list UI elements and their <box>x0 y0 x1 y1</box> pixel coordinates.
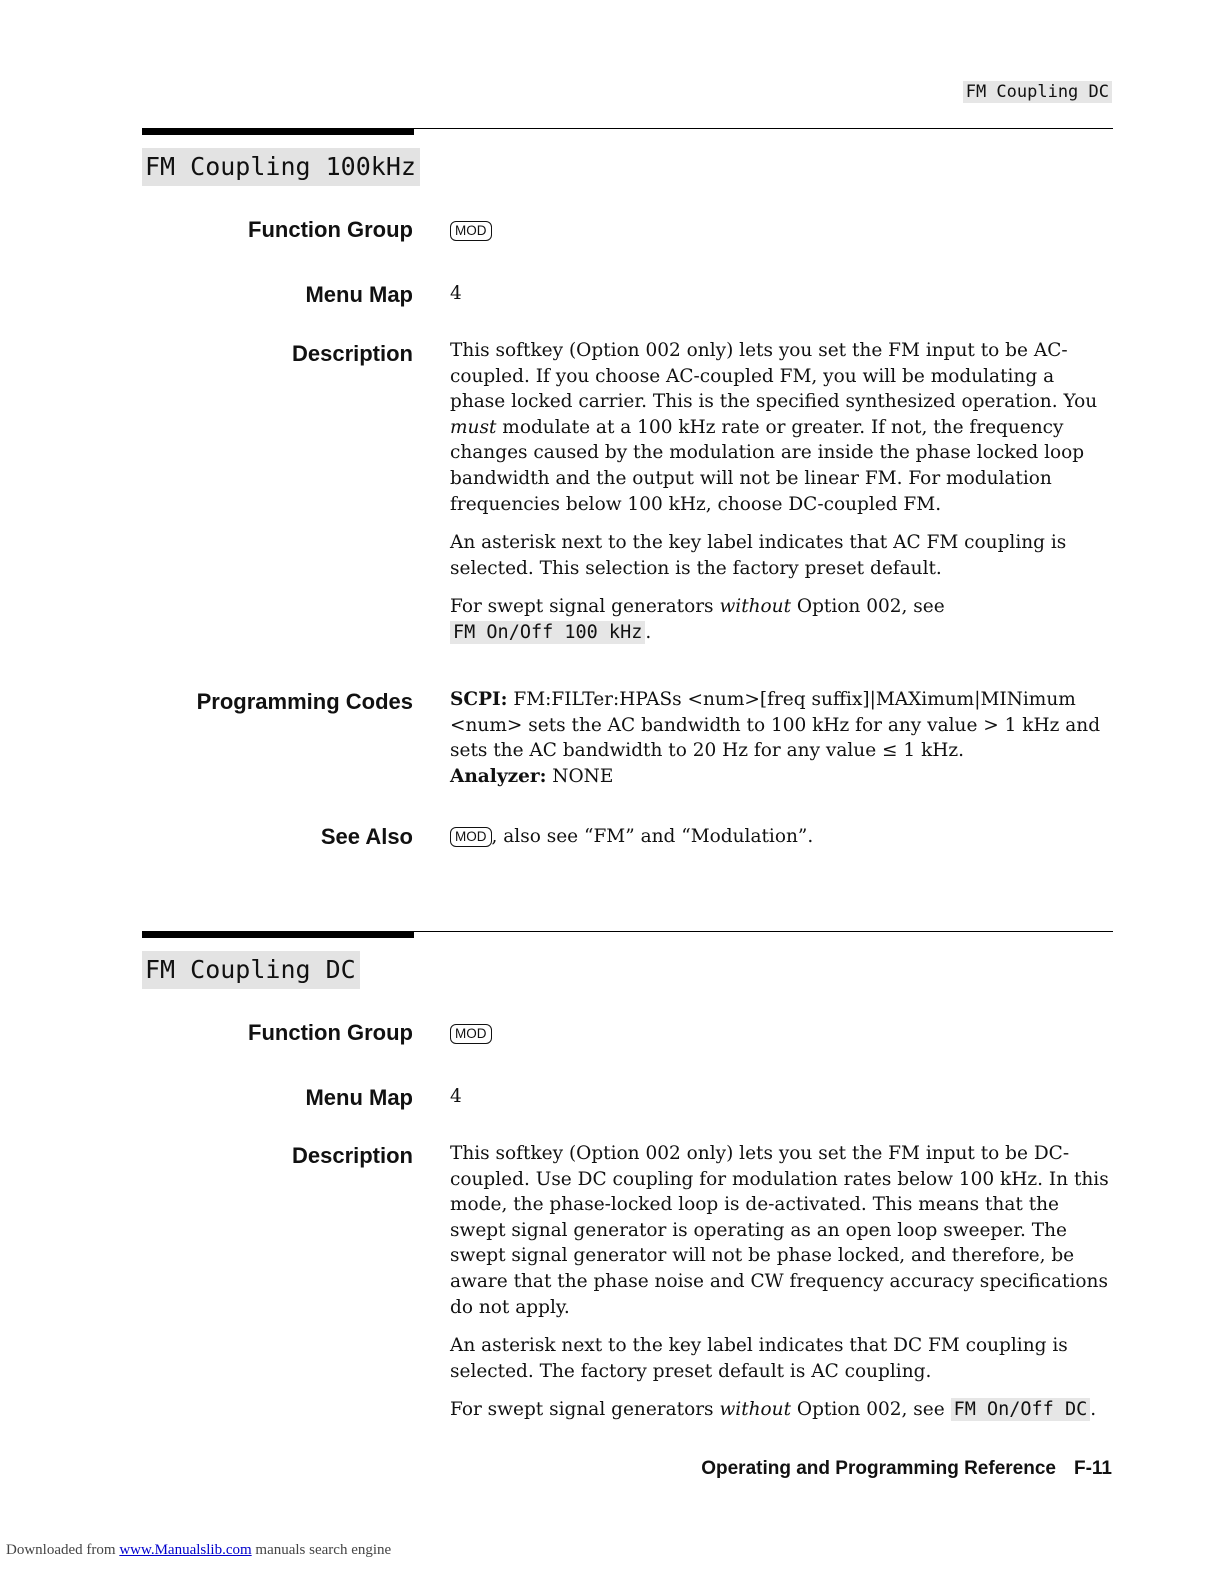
see-also-label: See Also <box>320 824 413 849</box>
section-title: FM Coupling 100kHz <box>142 148 420 186</box>
description-label: Description <box>291 1143 413 1168</box>
programming-codes-text <box>450 687 1115 789</box>
mod-key-icon: MOD <box>450 827 492 847</box>
see-also-text: MOD , also see “FM” and “Modulation”. <box>450 824 1115 850</box>
scpi-text: FM:FILTer:HPASs <num>[freq suffix]|MAXimum|MINimum <num> sets the AC bandwidth to 100 kHz for any value > 1 kHz and sets the AC bandwidth to 20 Hz for any value ≤ 1 kHz. <box>450 689 1101 762</box>
description-paragraph: An asterisk next to the key label indicates that AC FM coupling is selected. This selection is the factory preset default. <box>450 532 1067 579</box>
programming-codes-label: Programming Codes <box>196 689 413 714</box>
description-label: Description <box>291 341 413 366</box>
analyzer-label: Analyzer: <box>450 765 547 787</box>
menu-map-value: 4 <box>450 1086 462 1107</box>
footer-title: Operating and Programming Reference <box>701 1458 1056 1479</box>
scpi-label: SCPI: <box>450 689 508 710</box>
function-group-value <box>450 218 1115 244</box>
softkey-reference: FM On/Off 100 kHz <box>450 621 645 644</box>
function-group-label: Function Group <box>248 217 413 242</box>
section-rule-thick <box>142 128 414 135</box>
analyzer-text: NONE <box>546 765 614 787</box>
description-paragraph: For swept signal generators without Option 002, see FM On/Off DC . <box>450 1399 1097 1421</box>
function-group-label: Function Group <box>248 1020 413 1045</box>
softkey-reference: FM On/Off DC <box>951 1398 1091 1421</box>
section-title: FM Coupling DC <box>142 951 360 989</box>
menu-map-label: Menu Map <box>305 282 413 307</box>
manualslib-link[interactable]: www.Manualslib.com <box>119 1542 252 1558</box>
mod-key-icon: MOD <box>450 221 492 241</box>
description-paragraph: An asterisk next to the key label indicates that DC FM coupling is selected. The factory preset default is AC coupling. <box>450 1335 1068 1382</box>
running-head <box>963 82 1112 102</box>
menu-map-value: 4 <box>450 283 462 304</box>
menu-map-label: Menu Map <box>305 1085 413 1110</box>
description-text <box>450 338 1115 646</box>
page-number: F-11 <box>1073 1458 1112 1479</box>
download-notice: Downloaded from www.Manualslib.com manuals search engine <box>6 1542 392 1558</box>
mod-key-icon: MOD <box>450 1024 492 1044</box>
description-paragraph: This softkey (Option 002 only) lets you set the FM input to be AC-coupled. If you choose AC-coupled FM, you will be modulating a phase locked carrier. This is the specified synthesized operation. You must modulate at a 100 kHz rate or greater. If not, the frequency changes caused by the modulation are inside the phase locked loop bandwidth and the output will not be linear FM. For modulation frequencies below 100 kHz, choose DC-coupled FM. <box>450 340 1098 515</box>
description-paragraph: For swept signal generators without Option 002, see FM On/Off 100 kHz . <box>450 596 945 643</box>
running-head-softkey: FM Coupling DC <box>963 81 1112 103</box>
section-rule-thick <box>142 931 414 938</box>
page-footer <box>701 1458 1112 1480</box>
description-paragraph: This softkey (Option 002 only) lets you set the FM input to be DC-coupled. Use DC coupling for modulation rates below 100 kHz. In this mode, the phase-locked loop is de-activated. This means that the swept signal generator is operating as an open loop sweeper. The swept signal generator will not be phase locked, and therefore, be aware that the phase noise and CW frequency accuracy specifications do not apply. <box>450 1143 1109 1318</box>
function-group-value <box>450 1021 1115 1047</box>
description-text <box>450 1141 1115 1423</box>
